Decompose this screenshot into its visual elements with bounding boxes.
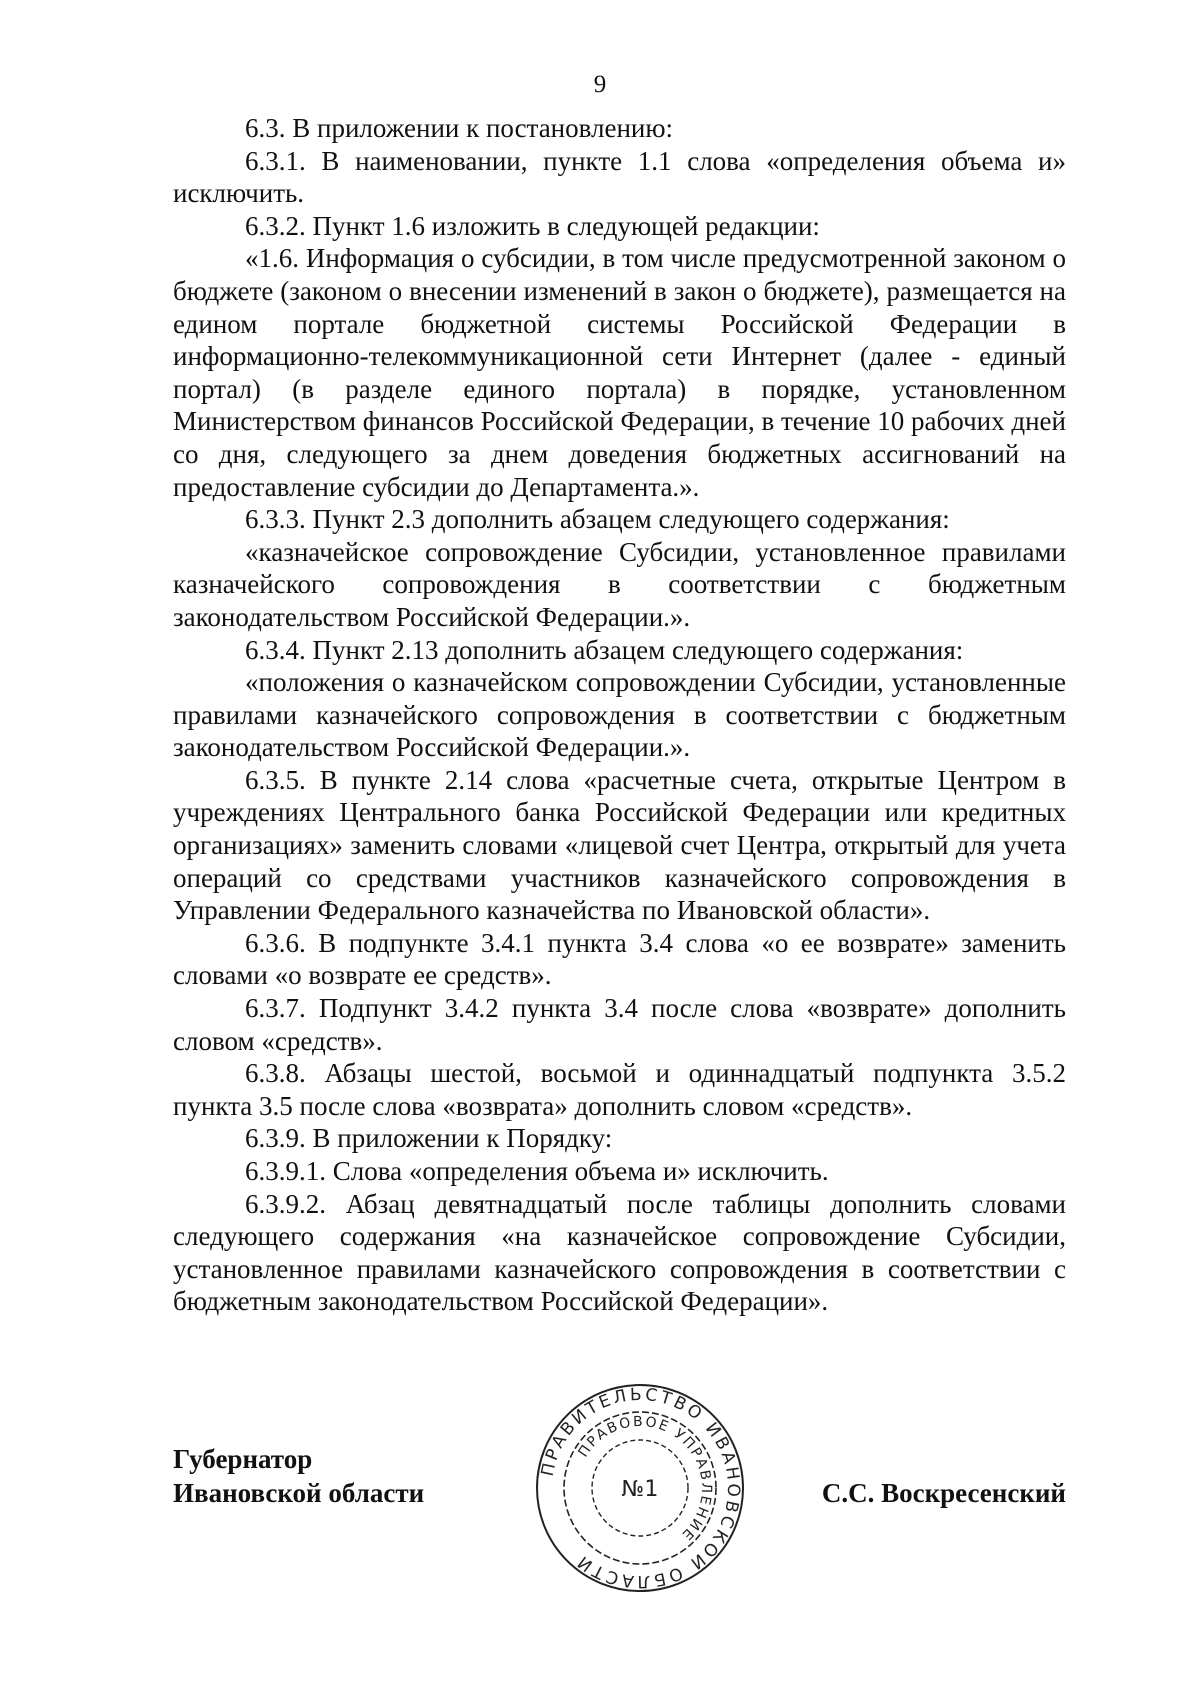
paragraph: 6.3.2. Пункт 1.6 изложить в следующей редакции: (245, 210, 820, 241)
signatory-name: С.С. Воскресенский (821, 1478, 1066, 1508)
paragraph: «положения о казначейском сопровождении Субсидии, установленные правилами казначейского сопровождения в соответствии с бюджетным законодательством Российской Федерации.». (173, 667, 1066, 763)
paragraph: 6.3.7. Подпункт 3.4.2 пункта 3.4 после слова «возврате» дополнить словом «средств». (173, 993, 1066, 1056)
seal-center-text: №1 (621, 1477, 659, 1502)
paragraph: 6.3.9.1. Слова «определения объема и» исключить. (245, 1156, 829, 1186)
paragraph: «1.6. Информация о субсидии, в том числе предусмотренной законом о бюджете (законом о внесении изменений в закон о бюджете), размещается на едином портале бюджетной системы Российской Федерации в информационно-телекоммуникационной сети Интернет (далее - единый портал) (в разделе единого портала) в порядке, установленном Министерством финансов Российской Федерации, в течение 10 рабочих дней со дня, следующего за днем доведения бюджетных ассигнований на предоставление субсидии до Департамента.». (173, 243, 1066, 502)
paragraph: 6.3.3. Пункт 2.3 дополнить абзацем следующего содержания: (245, 504, 950, 535)
page-number: 9 (593, 71, 607, 98)
paragraph: 6.3.9. В приложении к Порядку: (245, 1123, 613, 1154)
position-line-2: Ивановской области (173, 1478, 425, 1508)
document-body (173, 112, 1066, 1318)
signatory-position (173, 1442, 424, 1510)
paragraph: 6.3.5. В пункте 2.14 слова «расчетные счета, открытые Центром в учреждениях Центрального банка Российской Федерации или кредитных организациях» заменить словами «лицевой счет Центра, открытый для учета операций со средствами участников казначейского сопровождения в Управлении Федерального казначейства по Ивановской области». (173, 764, 1066, 926)
paragraph: 6.3.1. В наименовании, пункте 1.1 слова «определения объема и» исключить. (173, 145, 1066, 209)
seal-outer-text: ПРАВИТЕЛЬСТВО ИВАНОВСКОЙ ОБЛАСТИ (537, 1384, 744, 1592)
official-seal-icon (530, 1378, 750, 1598)
paragraph: 6.3.8. Абзацы шестой, восьмой и одиннадцатый подпункта 3.5.2 пункта 3.5 после слова «возврата» дополнить словом «средств». (173, 1058, 1066, 1121)
paragraph: 6.3. В приложении к постановлению: (245, 113, 674, 143)
paragraph: «казначейское сопровождение Субсидии, установленное правилами казначейского сопровождения в соответствии с бюджетным законодательством Российской Федерации.». (173, 536, 1066, 632)
seal-inner-text: ПРАВОВОЕ УПРАВЛЕНИЕ (575, 1413, 715, 1544)
position-line-1: Губернатор (173, 1444, 313, 1474)
paragraph: 6.3.4. Пункт 2.13 дополнить абзацем следующего содержания: (245, 634, 964, 665)
paragraph: 6.3.9.2. Абзац девятнадцатый после таблицы дополнить словами следующего содержания «на казначейское сопровождение Субсидии, установленное правилами казначейского сопровождения в соответствии с бюджетным законодательством Российской Федерации». (173, 1188, 1066, 1317)
paragraph: 6.3.6. В подпункте 3.4.1 пункта 3.4 слова «о ее возврате» заменить словами «о возврате ее средств». (173, 927, 1066, 991)
